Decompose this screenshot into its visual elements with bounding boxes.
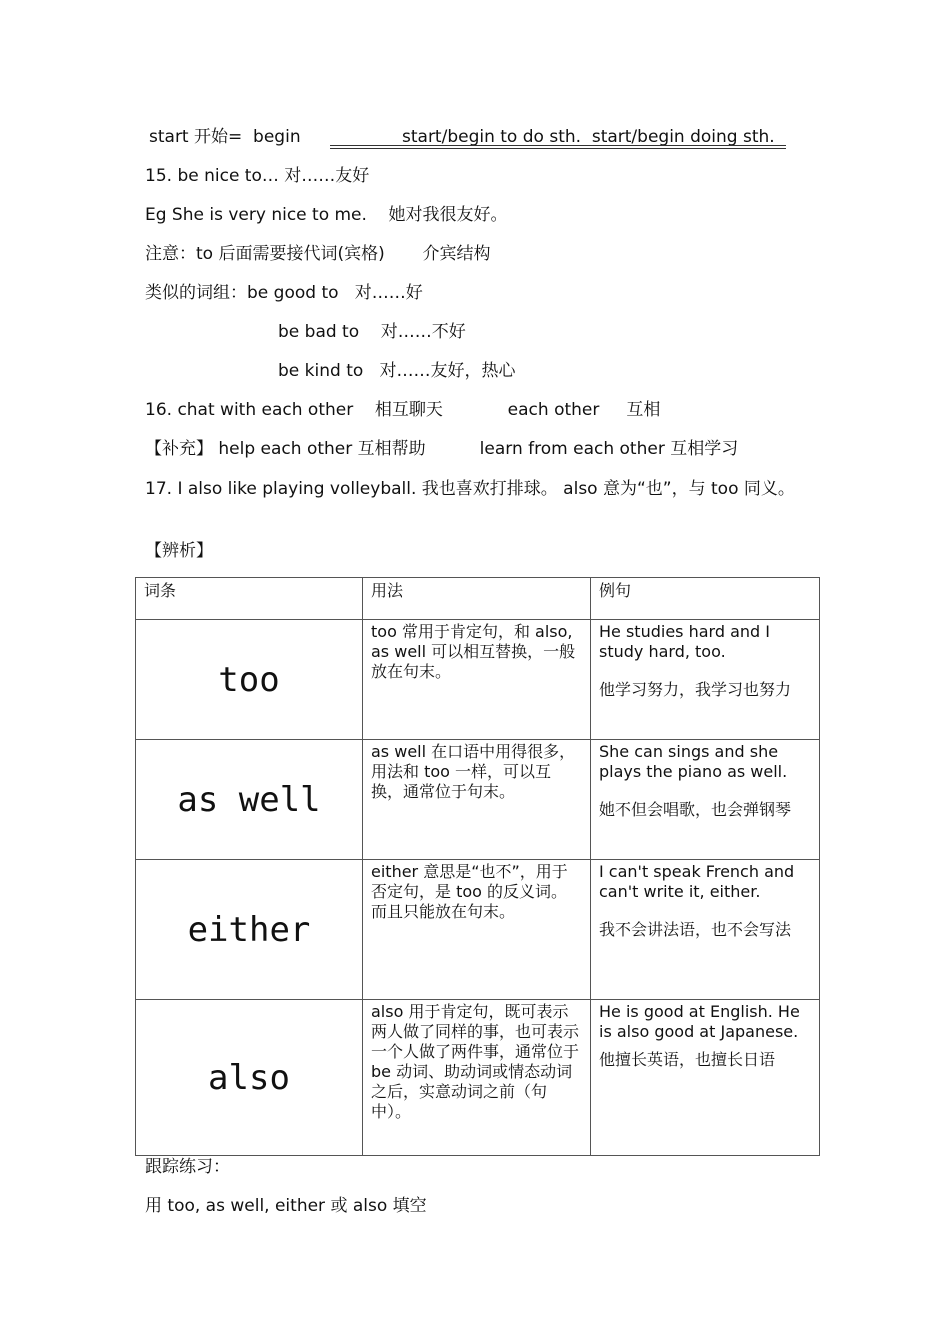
example-chinese: 他学习努力，我学习也努力 [599, 680, 792, 699]
start-begin-line: start 开始= begin [149, 127, 301, 147]
term-cell: also [136, 1000, 363, 1156]
header-example: 例句 [591, 578, 820, 620]
usage-text: either 意思是“也不”，用于否定句，是 too 的反义词。而且只能放在句末。 [371, 862, 568, 921]
underline-top [330, 145, 786, 146]
note-line: 注意：to 后面需要接代词(宾格) 介宾结构 [145, 244, 491, 264]
item-17: 17. I also like playing volleyball. 我也喜欢打排球。 also 意为“也”，与 too 同义。 [145, 479, 795, 499]
table-row [136, 1000, 820, 1156]
example-chinese: 我不会讲法语，也不会写法 [599, 920, 792, 939]
example-cell [591, 1000, 820, 1156]
term-cell: as well [136, 740, 363, 860]
phrase-be-kind-to: be kind to 对……友好，热心 [278, 361, 516, 381]
item-16: 16. chat with each other 相互聊天 each other 互相 [145, 400, 661, 420]
usage-cell [363, 860, 591, 1000]
example-chinese: 她不但会唱歌，也会弹钢琴 [599, 800, 792, 819]
example-chinese: 他擅长英语，也擅长日语 [599, 1050, 776, 1069]
example-cell [591, 740, 820, 860]
phrase-be-bad-to: be bad to 对……不好 [278, 322, 466, 342]
example-english: He is good at English. He is also good at Japanese. [599, 1002, 800, 1041]
example-english: He studies hard and I study hard, too. [599, 622, 770, 661]
usage-cell [363, 740, 591, 860]
term-cell: too [136, 620, 363, 740]
table-row [136, 860, 820, 1000]
term-cell: either [136, 860, 363, 1000]
supplement-line: 【补充】 help each other 互相帮助 learn from each other 互相学习 [145, 439, 739, 459]
comparison-table [135, 577, 820, 1156]
practice-heading: 跟踪练习： [145, 1157, 230, 1177]
example-cell [591, 860, 820, 1000]
example-cell [591, 620, 820, 740]
underlined-phrase [330, 126, 786, 148]
usage-cell [363, 1000, 591, 1156]
usage-text: as well 在口语中用得很多，用法和 too 一样，可以互换，通常位于句末。 [371, 742, 576, 801]
usage-text: also 用于肯定句，既可表示两人做了同样的事，也可表示一个人做了两件事，通常位于 be 动词、助动词或情态动词之后，实意动词之前（句中）。 [371, 1002, 580, 1121]
underline-bottom [330, 148, 786, 149]
example-english: I can't speak French and can't write it, either. [599, 862, 795, 901]
table-row [136, 740, 820, 860]
fill-instruction: 用 too, as well, either 或 also 填空 [145, 1196, 427, 1216]
similar-phrases-line: 类似的词组：be good to 对……好 [145, 283, 423, 303]
header-term: 词条 [136, 578, 363, 620]
usage-cell [363, 620, 591, 740]
usage-text: too 常用于肯定句，和 also, as well 可以相互替换，一般放在句末。 [371, 622, 576, 681]
table-row [136, 620, 820, 740]
header-usage: 用法 [363, 578, 591, 620]
analysis-heading: 【辨析】 [145, 541, 213, 561]
item-15: 15. be nice to… 对……友好 [145, 166, 370, 186]
table-header-row [136, 578, 820, 620]
example-sentence: Eg She is very nice to me. 她对我很友好。 [145, 205, 508, 225]
start-begin-usage: start/begin to do sth. start/begin doing sth. [402, 127, 775, 147]
example-english: She can sings and she plays the piano as well. [599, 742, 788, 781]
